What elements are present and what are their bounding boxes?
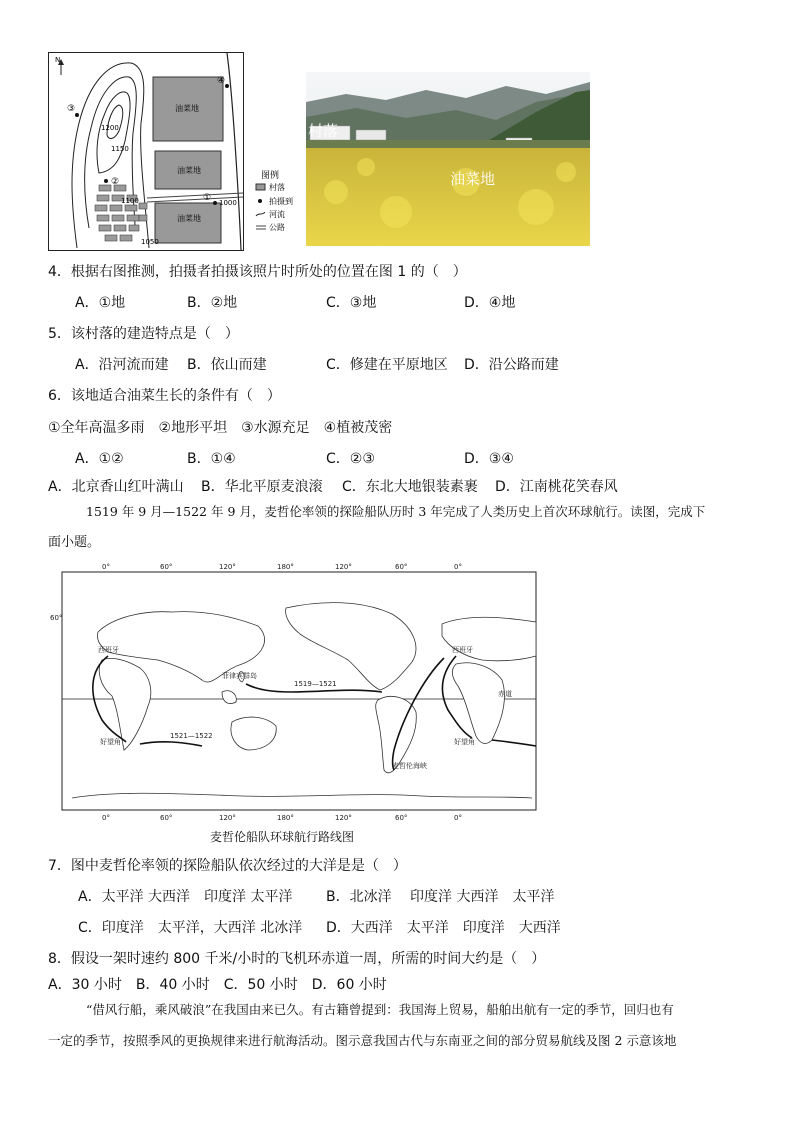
magellan-intro-line1: 1519 年 9 月—1522 年 9 月，麦哲伦率领的探险船队历时 3 年完成了人类历史上首次环球航行。读图，完成下 [86, 504, 706, 519]
viewpoint-2-dot [104, 179, 108, 183]
legend-river-icon [256, 212, 265, 216]
extra-option-b[interactable]: B．华北平原麦浪滚 [201, 479, 323, 495]
q7-option-b[interactable]: B．北冰洋 印度洋 大西洋 太平洋 [326, 889, 555, 905]
top-longitude-labels [102, 563, 462, 571]
q5-stem: 5．该村落的建造特点是（ ） [48, 326, 239, 342]
contour-label-1200: 1200 [101, 124, 119, 132]
q5-option-d[interactable]: D．沿公路而建 [464, 357, 559, 373]
legend-viewpoint-icon [258, 199, 262, 203]
route-label-pacific: 1519—1521 [294, 680, 337, 688]
closing-line1: “借风行船，乘风破浪”在我国由来已久。有古籍曾提到：我国海上贸易，船舶出航有一定的季节，回归也有 [86, 1002, 674, 1017]
bottom-lon-2: 120° [219, 814, 236, 822]
bottom-lon-0: 0° [102, 814, 110, 822]
field-mid-label: 油菜地 [177, 166, 201, 175]
q4-option-b[interactable]: B．②地 [187, 295, 238, 311]
q7-option-c[interactable]: C．印度洋 太平洋，大西洋 北冰洋 [78, 920, 303, 936]
q6-conditions: ①全年高温多雨 ②地形平坦 ③水源充足 ④植被茂密 [48, 420, 393, 436]
field-top-label: 油菜地 [175, 104, 199, 113]
top-lon-6: 0° [454, 563, 462, 571]
bottom-lon-6: 0° [454, 814, 462, 822]
extra-option-a[interactable]: A．北京香山红叶满山 [48, 479, 184, 495]
bottom-lon-1: 60° [160, 814, 173, 822]
q5-option-c[interactable]: C．修建在平原地区 [326, 357, 448, 373]
q7-option-a[interactable]: A．太平洋 大西洋 印度洋 太平洋 [78, 889, 293, 905]
world-map-svg [50, 560, 536, 822]
q6-option-b[interactable]: B．①④ [187, 451, 236, 467]
label-equator: 赤道 [498, 690, 512, 698]
world-map-caption: 麦哲伦船队环球航行路线图 [210, 830, 355, 844]
photo-svg [306, 72, 590, 246]
legend-svg [255, 168, 307, 238]
label-spain-left: 西班牙 [98, 646, 119, 654]
q5-option-b[interactable]: B．依山而建 [187, 357, 267, 373]
q8-options[interactable]: A．30 小时 B．40 小时 C．50 小时 D．60 小时 [48, 977, 387, 993]
label-cape-right: 好望角 [454, 738, 475, 746]
top-lon-0: 0° [102, 563, 110, 571]
contour-label-1150: 1150 [111, 145, 129, 153]
q6-option-c[interactable]: C．②③ [326, 451, 375, 467]
top-lon-2: 120° [219, 563, 236, 571]
q6-option-a[interactable]: A．①② [75, 451, 124, 467]
viewpoint-3-label: ③ [67, 104, 76, 114]
contour-label-1100: 1100 [121, 197, 139, 205]
viewpoint-3-dot [75, 113, 79, 117]
top-lon-5: 60° [395, 563, 408, 571]
legend-river: 河流 [269, 210, 285, 219]
north-label: N [55, 56, 61, 64]
photo-village-label: 村落 [308, 122, 339, 140]
label-strait: 麦哲伦海峡 [392, 762, 427, 770]
village-houses [95, 185, 147, 241]
bottom-lon-5: 60° [395, 814, 408, 822]
extra-option-d[interactable]: D．江南桃花笑春风 [495, 479, 618, 495]
viewpoint-4-dot [225, 84, 229, 88]
left-latitude-labels [50, 614, 62, 622]
label-philippines: 菲律宾群岛 [222, 672, 257, 680]
legend-village-icon [256, 184, 265, 190]
photo-field-label: 油菜地 [450, 170, 496, 188]
bottom-longitude-labels [102, 814, 462, 822]
viewpoint-1-dot [213, 201, 217, 205]
contour-label-1050: 1050 [141, 238, 159, 246]
field-bottom [155, 203, 221, 243]
river [227, 53, 241, 250]
legend-village: 村落 [269, 183, 285, 192]
field-bottom-label: 油菜地 [177, 214, 201, 223]
legend-viewpoint: 拍摄到 [269, 197, 293, 206]
q6-stem: 6．该地适合油菜生长的条件有（ ） [48, 388, 281, 404]
bottom-lon-4: 120° [335, 814, 352, 822]
lat-left-0: 60° [50, 614, 63, 622]
q6-option-d[interactable]: D．③④ [464, 451, 514, 467]
viewpoint-4-label: ④ [217, 76, 226, 86]
contour-1200 [107, 105, 123, 138]
extra-option-c[interactable]: C．东北大地银装素裹 [342, 479, 478, 495]
bottom-lon-3: 180° [277, 814, 294, 822]
legend-title: 图例 [261, 171, 280, 181]
label-spain-right: 西班牙 [452, 646, 473, 654]
q4-option-a[interactable]: A．①地 [75, 295, 126, 311]
legend-road: 公路 [269, 223, 285, 232]
top-lon-3: 180° [277, 563, 294, 571]
viewpoint-1-label: ① [203, 193, 212, 203]
contour-label-1000: 1000 [219, 199, 237, 207]
magellan-world-map [50, 560, 536, 822]
sketch-map-svg [49, 53, 243, 250]
closing-line2: 一定的季节，按照季风的更换规律来进行航海活动。图示意我国古代与东南亚之间的部分贸易航线及图 2 示意该地 [48, 1033, 677, 1048]
q4-option-c[interactable]: C．③地 [326, 295, 377, 311]
q4-stem: 4．根据右图推测，拍摄者拍摄该照片时所处的位置在图 1 的（ ） [48, 264, 467, 280]
magellan-intro-line2: 面小题。 [48, 535, 101, 550]
viewpoint-2-label: ② [111, 177, 120, 187]
label-cape-left: 好望角 [100, 738, 121, 746]
q7-option-d[interactable]: D．大西洋 太平洋 印度洋 大西洋 [326, 920, 561, 936]
contour-1150 [97, 92, 130, 173]
figure1-sketch-map [48, 52, 244, 251]
figure1-legend [255, 168, 307, 242]
q8-stem: 8．假设一架时速约 800 千米/小时的飞机环赤道一周，所需的时间大约是（ ） [48, 951, 546, 967]
route-label-left-back: 1521—1522 [170, 732, 213, 740]
q5-option-a[interactable]: A．沿河流而建 [75, 357, 169, 373]
top-lon-1: 60° [160, 563, 173, 571]
rapeseed-photo [306, 72, 590, 246]
q7-stem: 7．图中麦哲伦率领的探险船队依次经过的大洋是是（ ） [48, 858, 407, 874]
top-lon-4: 120° [335, 563, 352, 571]
q4-option-d[interactable]: D．④地 [464, 295, 516, 311]
